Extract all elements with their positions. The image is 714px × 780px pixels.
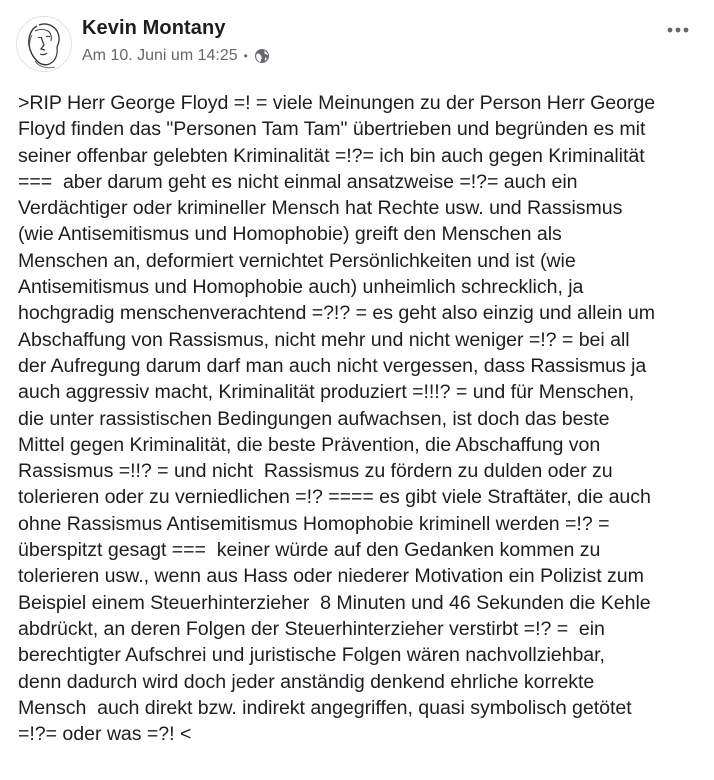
post-date[interactable]: Am 10. Juni um 14:25 — [82, 47, 238, 64]
more-options-icon — [667, 27, 689, 33]
sketch-face-icon — [17, 17, 71, 71]
post-body-text: >RIP Herr George Floyd =! = viele Meinungen zu der Person Herr George Floyd finden das "Personen Tam Tam" übertrieben und begründen es mit seiner offenbar gelebten Kriminalität =!?= ich bin auch gegen Kriminalität === aber darum geht es nicht einmal ansatzweise =!?= auch ein Verdächtiger oder krimineller Mensch hat Rechte usw. und Rassismus (wie Antisemitismus und Homophobie) greift den Menschen als Menschen an, deformiert vernichtet Persönlichkeiten und ist (wie Antisemitismus und Homophobie auch) unheimlich schrecklich, ja hochgradig menschenverachtend =?!? = es geht also einzig und allein um Abschaffung von Rassismus, nicht mehr und nicht weniger =!? = bei all der Aufregung darum darf man auch nicht vergessen, dass Rassismus ja auch aggressiv macht, Kriminalität produziert =!!!? = und für Menschen, die unter rassistischen Bedingungen aufwachsen, ist doch das beste Mittel gegen Kriminalität, die beste Prävention, die Abschaffung von Rassismus =!!? = und nicht Rassismus zu fördern zu dulden oder zu tolerieren oder zu verniedlichen =!? ==== es gibt viele Straftäter, die auch ohne Rassismus Antisemitismus Homophobie kriminell werden =!? = überspitzt gesagt === keiner würde auf den Gedanken kommen zu tolerieren usw., wenn aus Hass oder niederer Motivation ein Polizist zum Beispiel einem Steuerhinterzieher 8 Minuten und 46 Sekunden die Kehle abdrückt, an deren Folgen der Steuerhinterzieher verstirbt =!? = ein berechtigter Aufschrei und juristische Folgen wären nachvollziehbar, denn dadurch wird doch jeder anständig denkend ehrliche korrekte Mensch auch direkt bzw. indirekt angegriffen, quasi symbolisch getötet =!?= oder was =?! < — [18, 92, 656, 746]
post-meta — [82, 47, 270, 65]
globe-icon[interactable] — [254, 48, 270, 64]
post-header — [16, 12, 698, 74]
more-options-button[interactable] — [662, 18, 694, 42]
meta-separator: • — [243, 49, 248, 63]
author-name[interactable]: Kevin Montany — [82, 17, 226, 39]
avatar[interactable] — [16, 16, 72, 72]
